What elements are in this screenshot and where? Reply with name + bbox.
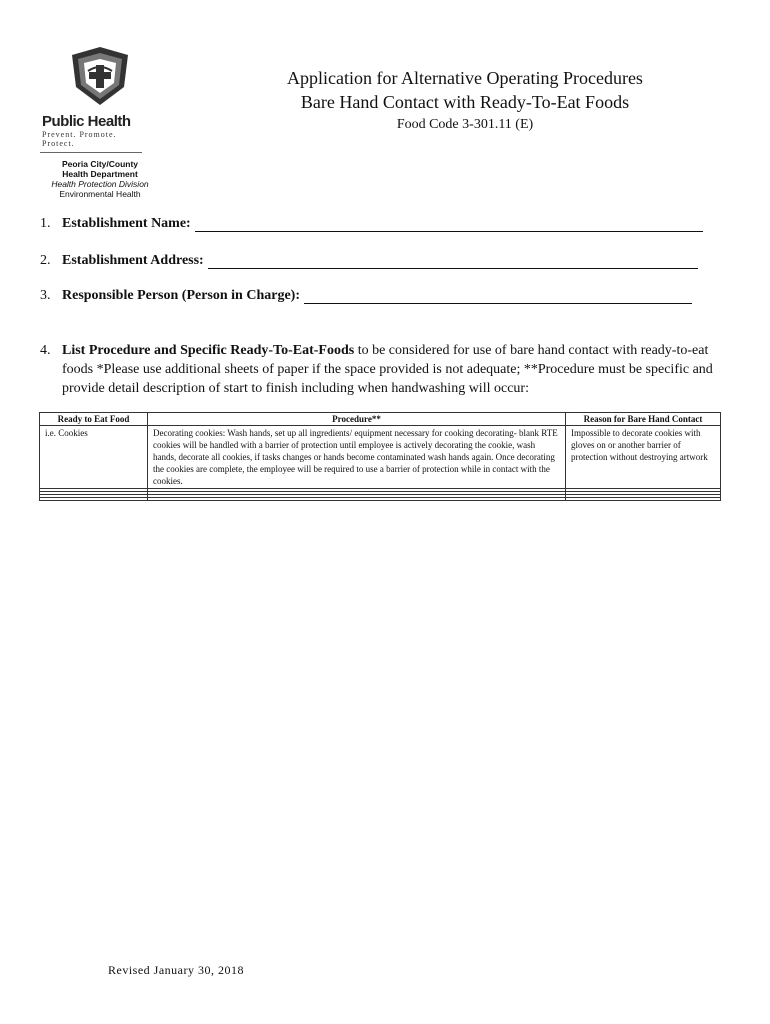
procedure-table	[39, 412, 721, 501]
header-procedure: Procedure**	[148, 413, 566, 426]
revision-date: Revised January 30, 2018	[108, 963, 244, 977]
field-label: Responsible Person (Person in Charge):	[62, 288, 300, 303]
table-row	[40, 498, 721, 501]
procedure-instructions	[40, 341, 720, 398]
org-name: Public Health	[42, 113, 131, 130]
document-title-block	[200, 66, 730, 134]
field-number: 3.	[40, 288, 51, 303]
procedure-cell[interactable]	[148, 498, 566, 501]
org-tagline: Prevent. Promote. Protect.	[40, 130, 142, 153]
example-procedure: Decorating cookies: Wash hands, set up all ingredients/ equipment necessary for cooking decorating- blank RTE cookies will be handled with a barrier of protection until employee is actively decorating the cookie, wash hands, decorate all cookies, if tasks changes or hands become contaminated wash hands again. Once decorating the cookies are complete, the employee will be required to use a barrier of protection while in contact with the cookies.	[148, 426, 566, 489]
dept-line-4: Environmental Health	[59, 189, 141, 199]
public-health-logo	[40, 45, 160, 199]
field-label: Establishment Name:	[62, 216, 191, 231]
instructions-bold: List Procedure and Specific Ready-To-Eat-Foods	[62, 343, 355, 358]
food-cell[interactable]	[40, 498, 148, 501]
table-header-row	[40, 413, 721, 426]
title-line-1: Application for Alternative Operating Procedures	[287, 68, 643, 88]
item-number: 4.	[40, 343, 51, 358]
responsible-person-field	[40, 288, 692, 304]
table-row-example	[40, 426, 721, 489]
establishment-name-field	[40, 216, 703, 232]
responsible-person-input-line[interactable]	[304, 289, 692, 304]
field-number: 1.	[40, 216, 51, 231]
header-food: Ready to Eat Food	[40, 413, 148, 426]
reason-cell[interactable]	[566, 498, 721, 501]
establishment-address-field	[40, 253, 698, 269]
department-block	[40, 159, 160, 199]
dept-line-1: Peoria City/County	[61, 159, 139, 169]
field-number: 2.	[40, 253, 51, 268]
establishment-name-input-line[interactable]	[195, 217, 703, 232]
establishment-address-input-line[interactable]	[208, 254, 698, 269]
dept-line-2: Health Department	[62, 169, 138, 179]
example-reason: Impossible to decorate cookies with gloves on or another barrier of protection without destroying artwork	[566, 426, 721, 489]
header-reason: Reason for Bare Hand Contact	[566, 413, 721, 426]
dept-line-3: Health Protection Division	[51, 179, 149, 189]
instructions-text: to be considered for use of bare hand contact with ready-to-eat foods *Please use additional sheets of paper if the space provided is not adequate; **Procedure must be specific and provide detail description of start to finish including when handwashing will occur:	[62, 343, 713, 396]
field-label: Establishment Address:	[62, 253, 204, 268]
title-line-2: Bare Hand Contact with Ready-To-Eat Foods	[300, 92, 630, 112]
shield-cross-icon	[68, 45, 132, 107]
example-food: i.e. Cookies	[40, 426, 148, 489]
food-code: Food Code 3-301.11 (E)	[396, 117, 534, 132]
